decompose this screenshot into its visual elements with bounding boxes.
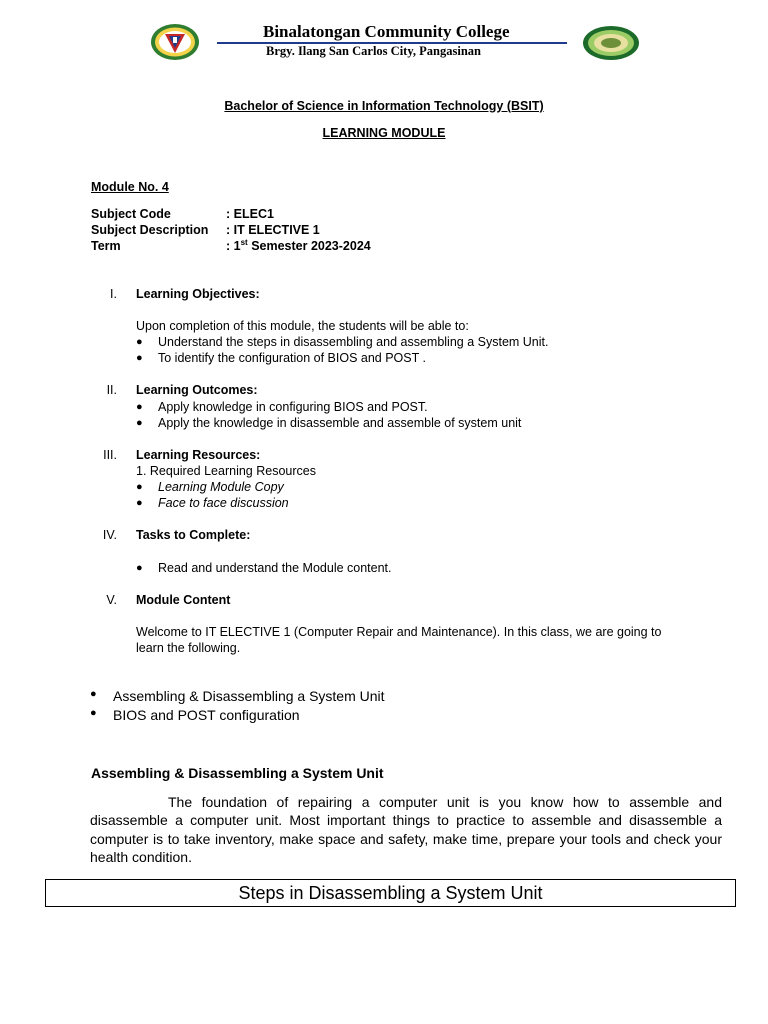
section-1-number: I. [110,287,117,301]
outcome-item: Apply the knowledge in disassemble and assemble of system unit [158,416,522,430]
college-name: Binalatongan Community College [263,22,510,41]
bullet-icon: ● [136,562,143,574]
task-item: Read and understand the Module content. [158,561,392,575]
section-3-title: Learning Resources: [136,448,261,462]
term-label: Term [91,239,121,253]
topic-item: BIOS and POST configuration [113,707,300,723]
section-3-number: III. [103,448,117,462]
section-4-number: IV. [102,528,117,542]
bullet-icon: ● [90,688,97,700]
boxed-heading: Steps in Disassembling a System Unit [45,879,736,907]
bullet-icon: ● [136,352,143,364]
objective-item: To identify the configuration of BIOS and POST . [158,351,426,365]
module-content-line: learn the following. [136,641,241,655]
section-1-title: Learning Objectives: [136,287,260,301]
objective-item: Understand the steps in disassembling and assembling a System Unit. [158,335,549,349]
college-address: Brgy. Ilang San Carlos City, Pangasinan [266,44,481,58]
outcome-item: Apply knowledge in configuring BIOS and POST. [158,400,428,414]
bullet-icon: ● [136,417,143,429]
module-title: LEARNING MODULE [322,126,446,140]
bullet-icon: ● [136,336,143,348]
term-value: : 1st Semester 2023-2024 [226,237,371,253]
subject-description-value: : IT ELECTIVE 1 [226,223,320,237]
city-seal-logo [582,25,640,61]
subject-code-label: Subject Code [91,207,171,221]
bullet-icon: ● [136,497,143,509]
module-number: Module No. 4 [91,180,169,194]
section-5-title: Module Content [136,593,231,607]
section-5-number: V. [106,593,117,607]
section-1-intro: Upon completion of this module, the students will be able to: [136,319,469,333]
degree-title: Bachelor of Science in Information Technology (BSIT) [224,99,544,113]
section-2-title: Learning Outcomes: [136,383,258,397]
section-2-number: II. [106,383,117,397]
bullet-icon: ● [90,707,97,719]
section-heading: Assembling & Disassembling a System Unit [91,765,384,781]
bullet-icon: ● [136,401,143,413]
section-4-title: Tasks to Complete: [136,528,251,542]
topic-item: Assembling & Disassembling a System Unit [113,688,385,704]
bullet-icon: ● [136,481,143,493]
subject-code-value: : ELEC1 [226,207,274,221]
section-3-sub: 1. Required Learning Resources [136,464,316,478]
subject-description-label: Subject Description [91,223,209,237]
body-paragraph: The foundation of repairing a computer unit is you know how to assemble and disassemble a computer unit. Most important things to practice to assemble and disassemble a computer is to take inventory, make space and safety, make time, prepare your tools and check your health condition. [90,794,722,865]
college-seal-logo [150,22,200,62]
resource-item: Learning Module Copy [158,480,284,494]
module-content-line: Welcome to IT ELECTIVE 1 (Computer Repair and Maintenance). In this class, we are going to [136,625,662,639]
resource-item: Face to face discussion [158,496,289,510]
